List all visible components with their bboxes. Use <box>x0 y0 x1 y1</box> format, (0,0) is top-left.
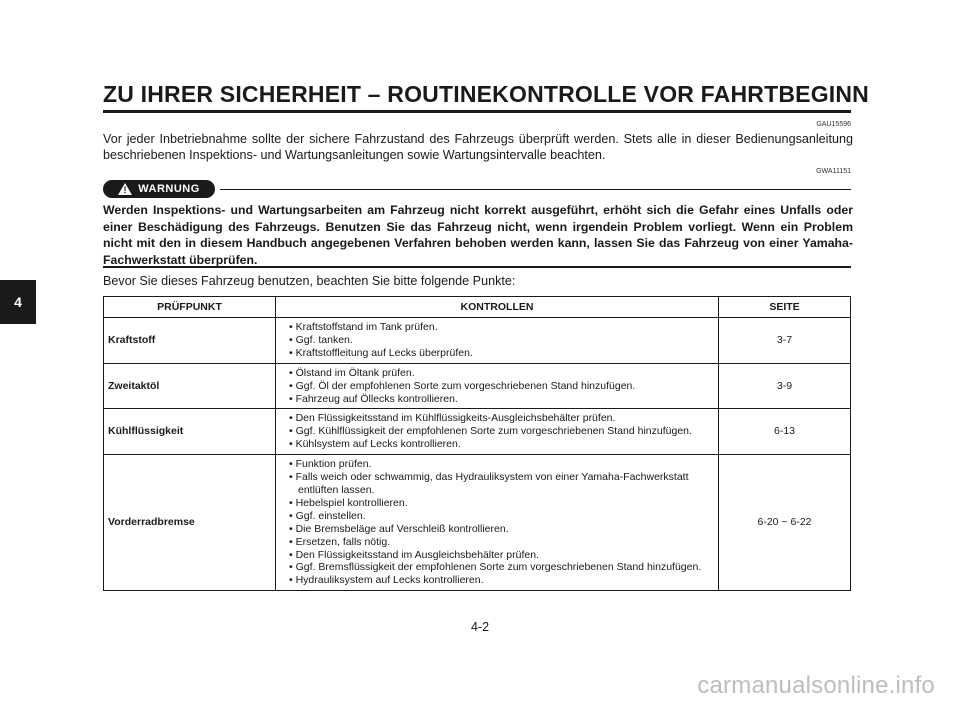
check-item: • Kühlsystem auf Lecks kontrollieren. <box>284 438 710 451</box>
warning-triangle-icon: ! <box>118 183 132 195</box>
check-item: • Den Flüssigkeitsstand im Ausgleichsbehälter prüfen. <box>284 549 710 562</box>
warning-rule <box>220 189 851 190</box>
row-checks <box>276 363 719 409</box>
row-page: 3-9 <box>719 363 851 409</box>
chapter-tab: 4 <box>0 280 36 324</box>
check-item: • Ölstand im Öltank prüfen. <box>284 367 710 380</box>
title-underline <box>103 110 851 113</box>
row-checks <box>276 409 719 455</box>
check-item: • Den Flüssigkeitsstand im Kühlflüssigkeits-Ausgleichsbehälter prüfen. <box>284 412 710 425</box>
check-item: • Ggf. Öl der empfohlenen Sorte zum vorgeschriebenen Stand hinzufügen. <box>284 380 710 393</box>
row-page: 6-20 ~ 6-22 <box>719 455 851 591</box>
table-row <box>104 409 851 455</box>
check-item: • Hebelspiel kontrollieren. <box>284 497 710 510</box>
warning-text: Werden Inspektions- und Wartungsarbeiten am Fahrzeug nicht korrekt ausgeführt, erhöht sich die Gefahr eines Unfalls oder einer Beschädigung des Fahrzeugs. Benutzen Sie das Fahrzeug nicht, wenn irgendein Problem vorliegt. Wenn ein Problem nicht mit den in diesem Handbuch angegebenen Verfahren behoben werden kann, lassen Sie das Fahrzeug von einer Yamaha-Fachwerkstatt überprüfen. <box>103 203 853 267</box>
warning-end-rule <box>103 266 851 268</box>
check-item: • Kraftstoffleitung auf Lecks überprüfen. <box>284 347 710 360</box>
warning-code: GWA11151 <box>816 168 851 175</box>
header-item: PRÜFPUNKT <box>104 297 276 318</box>
intro-paragraph: Vor jeder Inbetriebnahme sollte der sichere Fahrzustand des Fahrzeugs überprüft werden. Stets alle in dieser Bedienungsanleitung beschriebenen Inspektions- und Wartungsanleitungen sowie Wartungsintervalle beachten. <box>103 132 853 162</box>
row-item: Kraftstoff <box>104 318 276 364</box>
inspection-table <box>103 296 851 591</box>
check-item: • Ggf. Kühlflüssigkeit der empfohlenen Sorte zum vorgeschriebenen Stand hinzufügen. <box>284 425 710 438</box>
warning-label: WARNUNG <box>138 183 200 195</box>
row-item: Vorderradbremse <box>104 455 276 591</box>
check-item: • Ggf. Bremsflüssigkeit der empfohlenen Sorte zum vorgeschriebenen Stand hinzufügen. <box>284 561 710 574</box>
table-row <box>104 455 851 591</box>
section-code: GAU15596 <box>816 121 851 128</box>
check-item: • Ggf. tanken. <box>284 334 710 347</box>
check-item: • Ersetzen, falls nötig. <box>284 536 710 549</box>
row-checks <box>276 318 719 364</box>
page-number: 4-2 <box>470 620 490 634</box>
row-page: 6-13 <box>719 409 851 455</box>
page-title: ZU IHRER SICHERHEIT – ROUTINEKONTROLLE VOR FAHRTBEGINN <box>103 81 869 107</box>
check-item: • Hydrauliksystem auf Lecks kontrollieren. <box>284 574 710 587</box>
check-item: • Ggf. einstellen. <box>284 510 710 523</box>
check-item: • Falls weich oder schwammig, das Hydrauliksystem von einer Yamaha-Fachwerkstatt entlüften lassen. <box>284 471 710 497</box>
table-row <box>104 363 851 409</box>
check-item: • Fahrzeug auf Öllecks kontrollieren. <box>284 393 710 406</box>
header-checks: KONTROLLEN <box>276 297 719 318</box>
row-checks <box>276 455 719 591</box>
row-item: Kühlflüssigkeit <box>104 409 276 455</box>
table-row <box>104 318 851 364</box>
check-item: • Die Bremsbeläge auf Verschleiß kontrollieren. <box>284 523 710 536</box>
row-item: Zweitaktöl <box>104 363 276 409</box>
watermark: carmanualsonline.info <box>697 672 935 699</box>
row-page: 3-7 <box>719 318 851 364</box>
lead-text: Bevor Sie dieses Fahrzeug benutzen, beachten Sie bitte folgende Punkte: <box>103 274 516 288</box>
check-item: • Kraftstoffstand im Tank prüfen. <box>284 321 710 334</box>
warning-badge <box>103 180 215 198</box>
table-header-row <box>104 297 851 318</box>
check-item: • Funktion prüfen. <box>284 458 710 471</box>
header-page: SEITE <box>719 297 851 318</box>
